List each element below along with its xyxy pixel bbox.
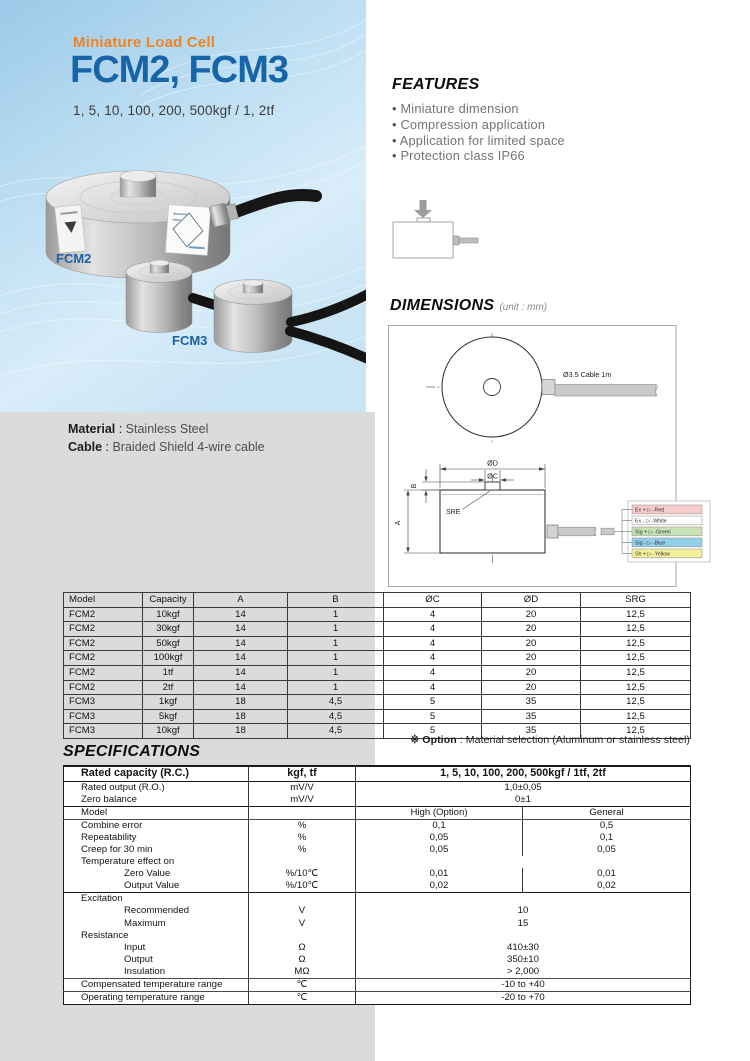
dimension-table-cell: 4,5 [288,709,384,724]
cable-value: Braided Shield 4-wire cable [112,439,265,454]
dim-label-b: B [411,483,418,489]
dimension-table-cell: 18 [194,709,288,724]
dimension-table-head [64,593,691,608]
fcm3-photo-label: FCM3 [172,333,208,348]
dimension-table-cell: FCM2 [64,607,143,622]
feature-item: • Application for limited space [392,133,712,149]
dimension-table-cell: 2tf [143,680,194,695]
dimension-table-cell: 14 [194,651,288,666]
specifications-heading [63,743,200,761]
spec-value-high: 0,1 [356,819,523,832]
spec-unit: kgf, tf [249,766,356,781]
page-title: FCM2, FCM3 [70,49,288,91]
spec-parameter-label: Combine error [64,819,249,832]
spec-value-general: 0,02 [523,880,691,893]
spec-parameter-label: Zero balance [64,794,249,807]
wire-legend-row [632,538,702,547]
specification-table-row [64,781,691,794]
spec-unit [249,893,356,906]
dimension-table-cell: 30kgf [143,622,194,637]
dimension-table-cell: FCM3 [64,724,143,739]
cable-body [555,385,656,397]
dimension-table [63,592,691,739]
dimensions-heading [390,297,547,315]
spec-parameter-label: Rated capacity (R.C.) [64,766,249,781]
specification-table-wrap [63,765,691,1005]
material-row: Material : Stainless Steel [68,422,209,436]
spec-parameter-label: Maximum [64,918,249,930]
dimension-table-cell: 12,5 [581,651,691,666]
spec-parameter-label: Compensated temperature range [64,979,249,992]
dimension-column-header: A [194,593,288,608]
dimension-table-cell: 5 [384,724,482,739]
dimension-table-cell: 1 [288,636,384,651]
dimension-table-cell: 12,5 [581,665,691,680]
dimension-column-header: ØD [482,593,581,608]
material-info [68,421,265,456]
spec-unit: %/10℃ [249,880,356,893]
dimension-table-cell: 14 [194,665,288,680]
cable-outline [459,238,478,243]
specification-table-row [64,819,691,832]
spec-parameter-label: Creep for 30 min [64,844,249,856]
dimension-table-cell: 1 [288,622,384,637]
spec-value-general: 0,01 [597,868,616,880]
specification-table-row [64,905,691,917]
spec-unit: %/10℃ [249,868,356,880]
dimension-table-row [64,709,691,724]
spec-unit: Ω [249,954,356,966]
dimension-table-cell: 20 [482,651,581,666]
specification-table-row [64,794,691,807]
spec-value-high: 0,02 [356,880,523,893]
spec-value: -10 to +40 [356,979,691,992]
dimension-table-cell: FCM2 [64,636,143,651]
dimension-table-cell: 4,5 [288,695,384,710]
spec-value [356,856,691,868]
center-hole [484,379,501,396]
material-label: Material [68,422,116,436]
dimensions-drawing-svg [388,325,728,587]
wire-legend-row [632,516,702,525]
wire-label: Ex + ▷ -Red [635,507,665,514]
spec-parameter-label: Recommended [64,905,249,917]
cable-label: Cable [68,439,103,454]
spec-unit [249,930,356,942]
dimension-table-cell: 18 [194,724,288,739]
spec-parameter-label: Output [64,954,249,966]
dimension-table-cell: 14 [194,622,288,637]
spec-value-general: 0,1 [599,831,614,843]
dimension-table-cell: 14 [194,607,288,622]
dimension-table-cell: 20 [482,636,581,651]
cable-connector [542,380,555,395]
dimension-table-cell: 4 [384,607,482,622]
dimension-table-cell: 1 [288,607,384,622]
compression-diagram-svg [390,196,500,262]
wire-label: Sig - ▷ -Blue [635,540,666,547]
spec-value: 1, 5, 10, 100, 200, 500kgf / 1tf, 2tf [356,766,691,781]
specification-table-row [64,893,691,906]
spec-parameter-label: Operating temperature range [64,992,249,1005]
dimension-table-cell: 12,5 [581,636,691,651]
dimension-table-body [64,607,691,738]
dimension-table-row [64,680,691,695]
feature-item: • Compression application [392,117,712,133]
dimension-table-cell: FCM2 [64,622,143,637]
side-cable-connector [547,525,558,538]
dimension-column-header: B [288,593,384,608]
material-value: Stainless Steel [125,422,209,436]
dimension-table-cell: 4 [384,651,482,666]
spec-value-high: 0,05 [356,844,523,856]
spec-unit: MΩ [249,966,356,979]
dimension-table-header-row [64,593,691,608]
option-note-label: ※ Option [410,734,457,746]
dimension-table-cell: 12,5 [581,724,691,739]
dimension-table-cell: 100kgf [143,651,194,666]
spec-value [356,893,691,906]
features-section [392,76,712,164]
dimension-table-cell: FCM2 [64,680,143,695]
specification-table-row [64,806,691,819]
spec-value: 10 [517,905,529,917]
dimension-table-row [64,622,691,637]
spec-unit: % [249,832,356,844]
dimension-table-cell: 1tf [143,665,194,680]
dimension-table-cell: 5kgf [143,709,194,724]
dim-label-oc: ØC [487,471,498,481]
specification-table [63,765,691,1005]
spec-unit: V [249,918,356,930]
spec-value-high: 0,05 [356,832,523,844]
specification-table-row [64,979,691,992]
dimension-table-wrap [63,592,691,739]
dimension-table-cell: 12,5 [581,622,691,637]
specification-table-row [64,844,691,856]
specification-table-row [64,918,691,930]
dimension-table-cell: FCM3 [64,695,143,710]
dimension-table-cell: 14 [194,680,288,695]
cable-connector-outline [453,236,459,245]
wire-legend-row [632,527,702,536]
specification-table-row [64,930,691,942]
dimension-table-cell: FCM2 [64,665,143,680]
dimension-table-cell: 1 [288,665,384,680]
spec-unit: ℃ [249,992,356,1005]
capacity-subtitle: 1, 5, 10, 100, 200, 500kgf / 1, 2tf [73,103,275,118]
spec-value-general: 0,5 [599,819,614,831]
cable-row: Cable : Braided Shield 4-wire cable [68,439,265,454]
spec-value: 1,0±0,05 [504,781,542,793]
features-list [392,101,712,164]
dimension-table-cell: 10kgf [143,724,194,739]
specification-table-row [64,942,691,954]
dimension-table-cell: 1kgf [143,695,194,710]
dimension-table-cell: 4 [384,665,482,680]
dimension-table-row [64,651,691,666]
spec-parameter-label: Resistance [64,930,249,942]
spec-value: 410±30 [507,941,539,953]
spec-value: -20 to +70 [501,992,545,1004]
spec-unit: ℃ [249,979,356,992]
dimension-table-cell: 4 [384,622,482,637]
fcm2-right-sticker [165,205,210,256]
spec-value [356,930,691,942]
specification-table-row [64,868,691,880]
dimension-table-cell: 35 [482,724,581,739]
load-cell-boss-outline [417,218,430,222]
dimension-table-cell: 20 [482,607,581,622]
specification-table-row [64,966,691,979]
dim-label-a: A [395,520,402,526]
wire-legend [614,501,710,562]
spec-unit: % [249,819,356,832]
dimension-table-cell: 4 [384,636,482,651]
spec-unit: V [249,905,356,917]
feature-item: • Protection class IP66 [392,148,712,164]
dimension-table-cell: 35 [482,709,581,724]
dim-label-od: ØD [487,458,498,468]
specification-table-row [64,954,691,966]
dimension-table-cell: 10kgf [143,607,194,622]
specification-table-row [64,880,691,893]
spec-value: 0±1 [356,794,691,807]
dimension-table-cell: 12,5 [581,607,691,622]
dimension-table-cell: 12,5 [581,695,691,710]
dimension-table-cell: 20 [482,665,581,680]
features-heading: FEATURES [392,76,480,93]
dimension-table-cell: FCM3 [64,709,143,724]
spec-unit: mV/V [249,794,356,807]
spec-unit [249,856,356,868]
spec-value-high: High (Option) [356,806,523,819]
wire-label: Ex - ▷ -White [635,518,667,525]
spec-parameter-label: Model [64,806,249,819]
dimension-table-cell: 14 [194,636,288,651]
spec-parameter-label: Temperature effect on [64,856,249,868]
spec-parameter-label: Repeatability [64,832,249,844]
dimension-table-cell: 5 [384,709,482,724]
side-cable-body [558,527,595,536]
category-label: Miniature Load Cell [73,34,216,51]
specification-table-row [64,832,691,844]
dimension-table-cell: 20 [482,622,581,637]
dimension-table-cell: 50kgf [143,636,194,651]
dimension-table-cell: 4,5 [288,724,384,739]
dimension-table-cell: 20 [482,680,581,695]
spec-parameter-label: Insulation [64,966,249,979]
spec-parameter-label: Output Value [64,880,249,893]
cable-label: Ø3.5 Cable 1m [563,370,612,379]
dimension-table-cell: 4 [384,680,482,695]
specifications-heading-text: SPECIFICATIONS [63,743,201,760]
dimension-table-cell: 35 [482,695,581,710]
option-note-text: : Material selection (Aluminum or stainless steel) [456,734,690,746]
dimension-table-cell: 18 [194,695,288,710]
specification-table-row [64,766,691,781]
spec-parameter-label: Rated output (R.O.) [64,781,249,794]
spec-value: > 2,000 [356,966,691,979]
option-note [355,734,690,746]
dimension-column-header: Model [64,593,143,608]
sre-label: SRE [446,509,461,516]
load-cell-outline [393,222,453,258]
fcm2-left-sticker [55,205,86,253]
specification-table-row [64,856,691,868]
feature-item: • Miniature dimension [392,101,712,117]
spec-unit: mV/V [249,781,356,794]
dimension-table-cell: 5 [384,695,482,710]
spec-unit [249,806,356,819]
spec-parameter-label: Input [64,942,249,954]
specification-table-row [64,992,691,1005]
dimension-table-cell: 1 [288,680,384,695]
dimension-table-row [64,695,691,710]
dimension-table-row [64,665,691,680]
spec-parameter-label: Excitation [64,893,249,906]
unit-note: (unit : mm) [499,302,548,313]
dimension-column-header: SRG [581,593,691,608]
spec-unit: Ω [249,942,356,954]
dimension-table-row [64,636,691,651]
wire-label: Sh + ▷ -Yellow [635,551,670,558]
dimension-table-cell: 1 [288,651,384,666]
force-arrow-icon [420,200,427,211]
dimension-column-header: ØC [384,593,482,608]
dimension-table-row [64,607,691,622]
wire-legend-row [632,549,702,558]
dimension-column-header: Capacity [143,593,194,608]
fcm2-photo-label: FCM2 [56,251,92,266]
dimensions-heading-text: DIMENSIONS [390,297,495,314]
side-view-body [440,490,545,553]
side-view-boss [485,482,500,490]
dimension-table-cell: FCM2 [64,651,143,666]
spec-value-general: General [523,806,691,819]
spec-unit: % [249,844,356,856]
wire-label: Sig + ▷ -Green [635,529,671,536]
specification-table-body [64,766,691,1005]
wire-legend-row [632,505,702,514]
dimension-table-cell: 12,5 [581,680,691,695]
spec-value: 15 [517,917,529,929]
spec-parameter-label: Zero Value [64,868,249,880]
spec-value-general: 0,05 [597,843,616,855]
spec-value: 350±10 [507,953,539,965]
spec-value-high: 0,01 [356,868,523,880]
dimension-table-cell: 12,5 [581,709,691,724]
